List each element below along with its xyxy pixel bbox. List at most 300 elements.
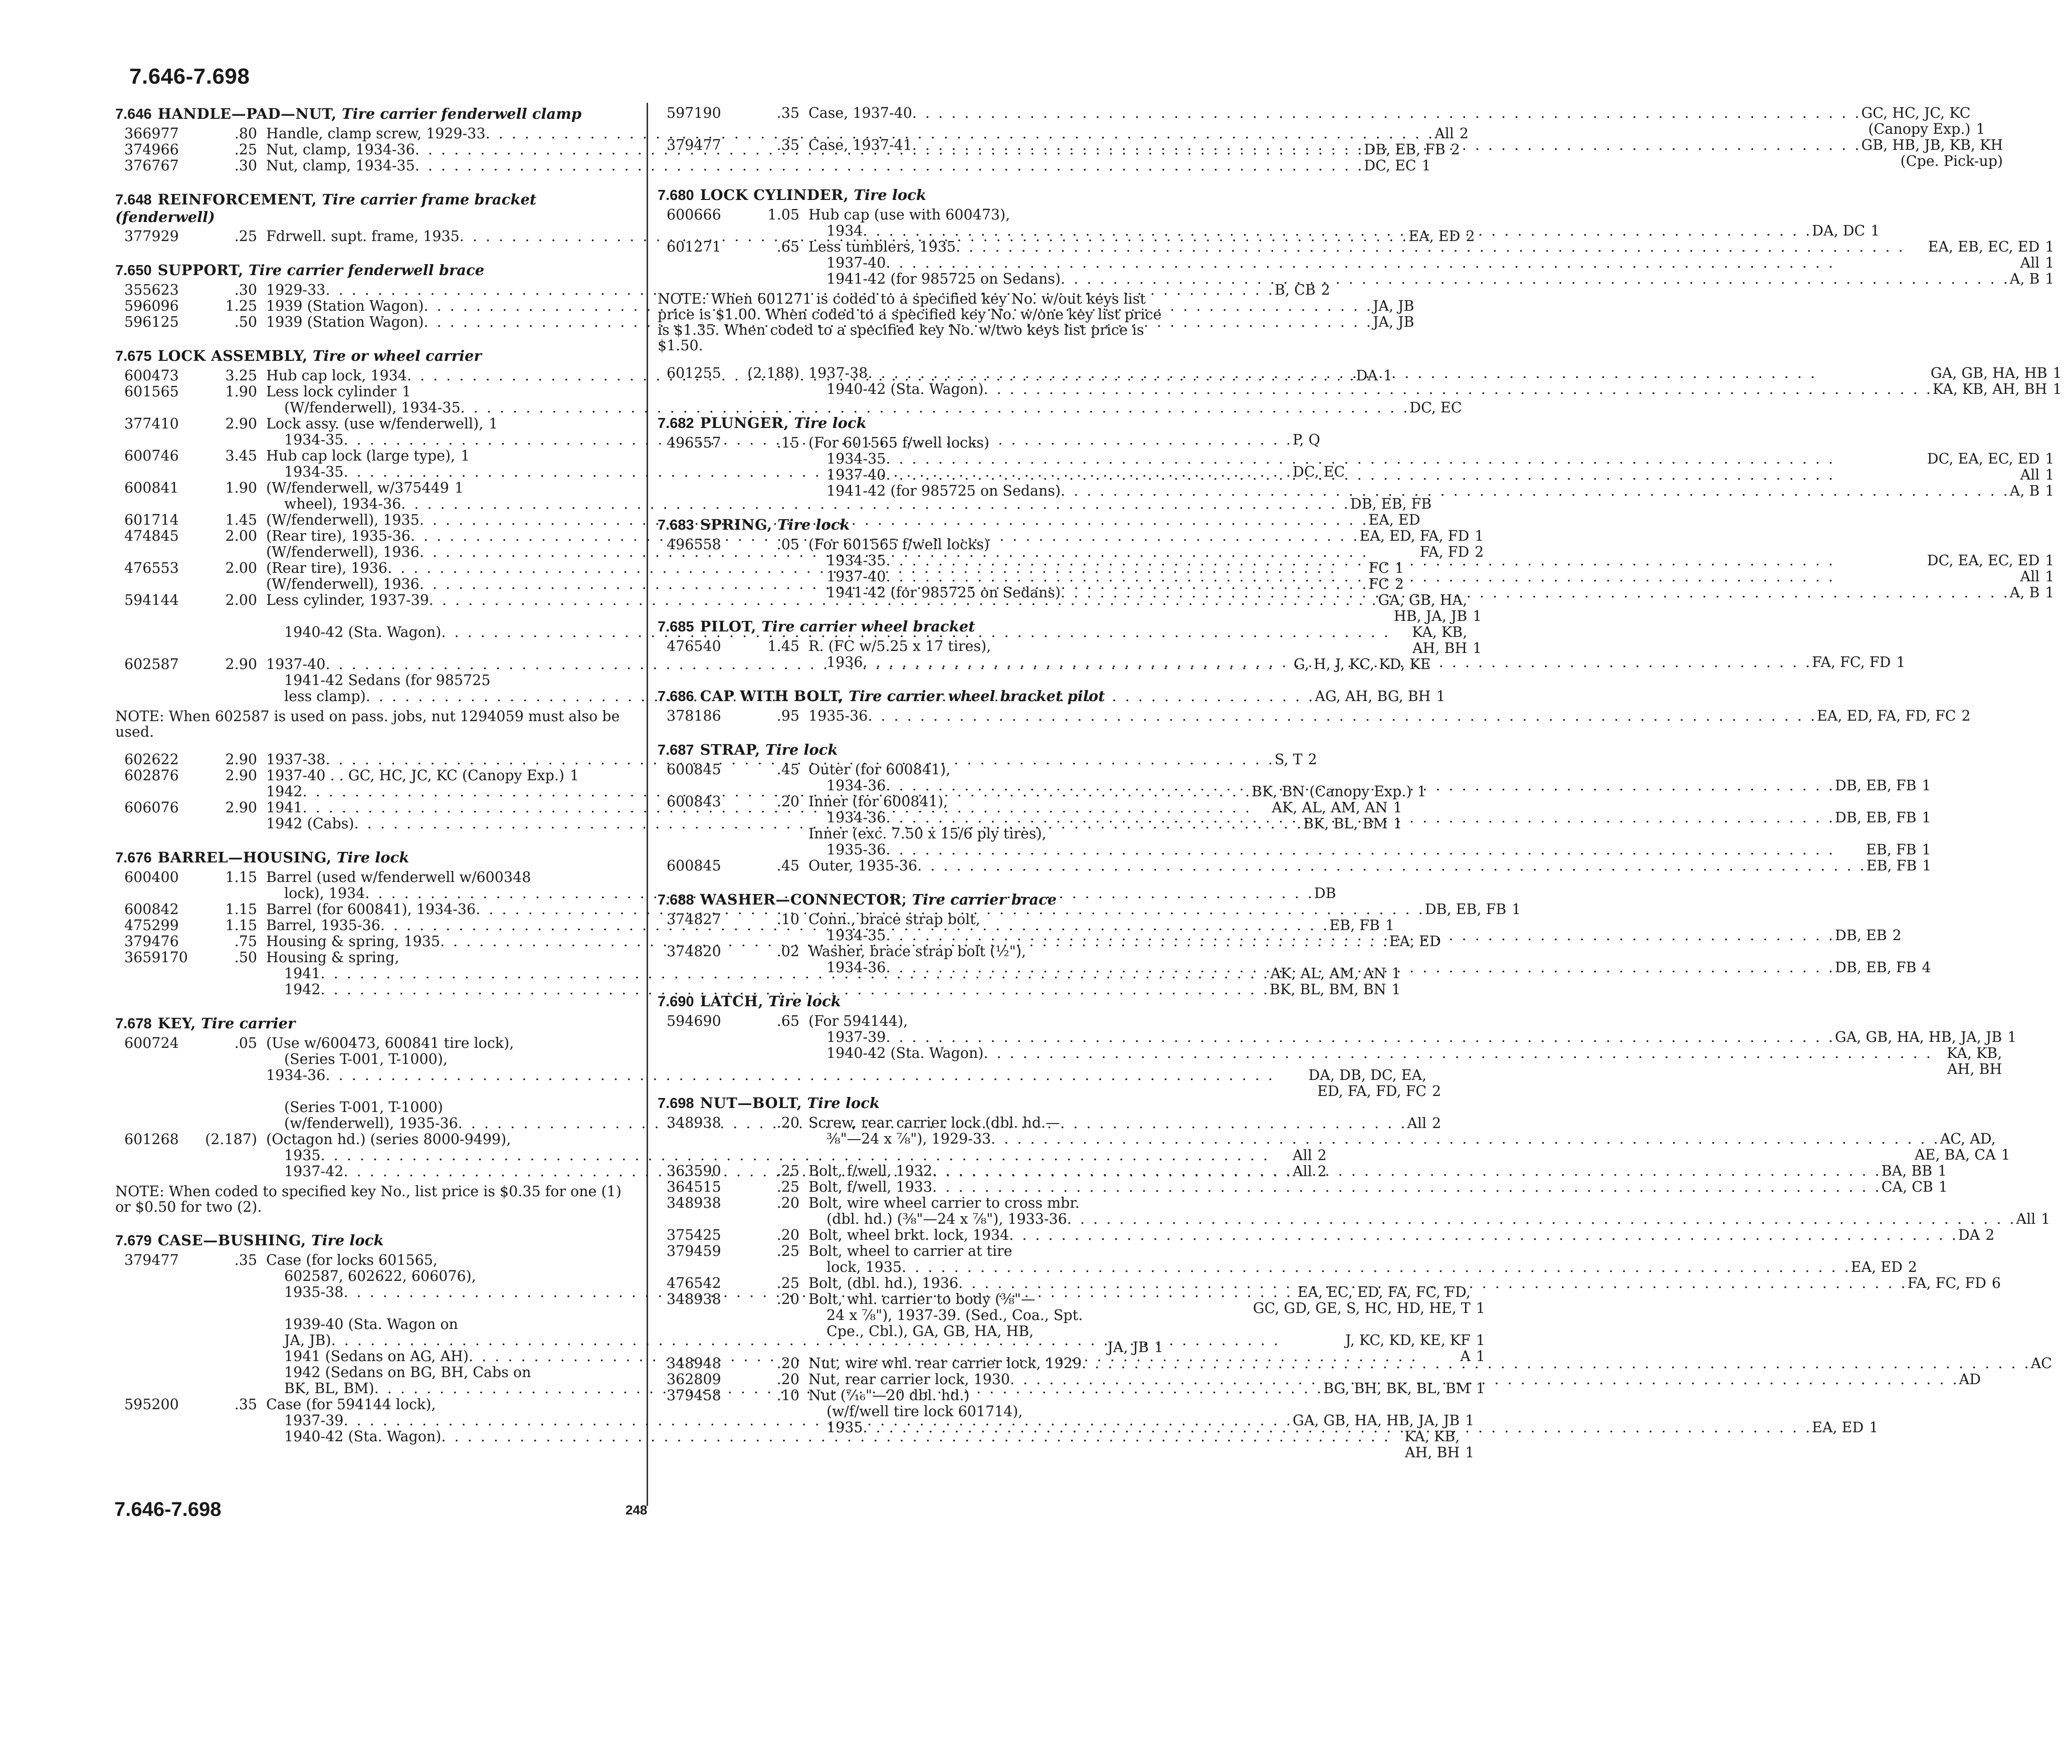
- line-text: 24 x ⅞"), 1937-39. (Sed., Coa., Spt.: [826, 1307, 1083, 1324]
- list-price: 2.90: [225, 799, 257, 816]
- line-text: Housing & spring, 1935: [266, 933, 441, 950]
- description-line: [808, 121, 1991, 137]
- list-price: 2.90: [225, 656, 257, 673]
- line-text: 1941: [266, 799, 303, 816]
- model-codes: All: [1434, 125, 1454, 142]
- parts-entry: [658, 1291, 1169, 1356]
- model-codes: GA, GB, HA, HB, JA, JB: [1835, 1029, 2002, 1045]
- description-line: [808, 1029, 2022, 1045]
- line-text: 1934-36: [826, 959, 886, 976]
- parts-entry: [658, 1179, 1948, 1195]
- line-quantity: 2: [1432, 1083, 1441, 1099]
- section-code: 7.683: [658, 517, 694, 533]
- line-text: Hub cap lock (large type),: [266, 448, 456, 464]
- line-text: 1934-35: [826, 552, 886, 569]
- line-text: 1939-40 (Sta. Wagon on: [284, 1316, 458, 1333]
- line-quantity: 1: [1465, 1412, 1475, 1429]
- parts-entry: [115, 298, 1414, 314]
- line-text: 1940-42 (Sta. Wagon): [284, 1428, 442, 1445]
- description: [808, 708, 1976, 724]
- line-quantity: [991, 638, 1011, 654]
- line-text: Inner (for 600841),: [808, 793, 948, 810]
- section-name: SUPPORT,: [157, 262, 244, 279]
- part-number: 355623: [124, 282, 179, 298]
- line-text: 1934: [826, 223, 863, 239]
- section-subtitle: Tire carrier brace: [912, 891, 1057, 908]
- description: [808, 1227, 2000, 1243]
- line-text: 1934-35: [284, 464, 344, 480]
- line-text: 1934-35: [284, 431, 344, 448]
- line-text: 1934-36: [826, 777, 886, 794]
- parts-entry: [115, 314, 1414, 330]
- description-line: [808, 1243, 1923, 1259]
- model-codes: AD: [1959, 1371, 1981, 1388]
- model-codes: JA, JB: [1373, 298, 1414, 314]
- model-codes: HB, JA, JB: [1393, 608, 1468, 624]
- model-codes: FA, FC, FD: [1907, 1275, 1986, 1291]
- line-quantity: 1: [1476, 1332, 1485, 1349]
- description-line: [808, 271, 2059, 287]
- model-codes: A: [1460, 1348, 1471, 1365]
- description: [808, 1275, 2006, 1291]
- line-text: (Rear tire), 1935-36: [266, 528, 410, 544]
- line-text: (Series T-001, T-1000): [284, 1099, 443, 1116]
- section-subtitle: Tire lock: [765, 741, 838, 758]
- line-quantity: 1: [1922, 857, 1932, 874]
- dot-leader: [932, 1163, 1882, 1179]
- line-quantity: 1: [2045, 568, 2054, 585]
- model-codes: DC, EC: [1409, 399, 1462, 416]
- model-codes: All: [2016, 1211, 2036, 1227]
- line-text: (dbl. hd.) (⅜"—24 x ⅞"), 1933-36: [826, 1211, 1067, 1227]
- description-line: [808, 569, 2059, 585]
- part-number: 379459: [667, 1243, 721, 1259]
- model-codes: AK, AL, AM, AN: [1270, 965, 1386, 982]
- dot-leader: [863, 654, 1812, 671]
- line-quantity: 1: [1476, 1348, 1485, 1365]
- section-heading: [658, 414, 1169, 432]
- part-number: 600473: [124, 367, 179, 384]
- section-code: 7.678: [115, 1016, 152, 1032]
- line-text: (For 601565 f/well locks): [808, 434, 989, 451]
- part-number: 348938: [667, 1115, 721, 1131]
- model-codes: GA, GB, HA,: [1378, 592, 1468, 608]
- line-quantity: 1: [2045, 552, 2054, 569]
- line-quantity: 1: [1393, 799, 1402, 816]
- description-line: [808, 1356, 2072, 1372]
- model-codes: DB, EB: [1835, 927, 1887, 944]
- line-quantity: [436, 1397, 456, 1413]
- part-number: 379476: [124, 933, 179, 950]
- line-quantity: 1: [1922, 841, 1931, 858]
- line-text: 1934-35: [826, 451, 886, 467]
- list-price: .20: [776, 1115, 799, 1131]
- dot-leader: [991, 1131, 1940, 1147]
- line-text: Case (for 594144 lock),: [266, 1396, 436, 1413]
- description-line: [808, 1115, 2016, 1131]
- dot-leader: [886, 553, 1927, 569]
- description-line: [808, 1179, 1953, 1195]
- line-text: 602587, 602622, 606076),: [284, 1268, 476, 1284]
- description-line: [808, 207, 1885, 223]
- part-number: 348938: [667, 1195, 721, 1211]
- line-quantity: 1: [1871, 223, 1880, 239]
- section-subtitle: Tire carrier wheel bracket pilot: [849, 688, 1105, 705]
- line-quantity: [1022, 1404, 1043, 1420]
- dot-leader: [983, 1045, 1947, 1061]
- model-codes: (Cpe. Pick-up): [1900, 153, 2003, 169]
- description-line: [808, 1259, 1923, 1275]
- model-codes: FC: [1368, 560, 1389, 576]
- dot-leader: [983, 381, 1933, 397]
- list-price: 1.15: [225, 917, 257, 934]
- part-number: 348948: [667, 1355, 721, 1372]
- dot-leader: [886, 467, 2020, 483]
- dot-leader: [912, 105, 1861, 121]
- part-number: 366977: [124, 125, 179, 142]
- line-text: 1937-39: [284, 1412, 344, 1429]
- model-codes: AG, AH, BG, BH: [1315, 688, 1431, 705]
- line-text: Bolt, wire wheel carrier to cross mbr.: [808, 1195, 1080, 1211]
- line-text: less clamp): [284, 688, 366, 705]
- part-number: 3659170: [124, 949, 188, 966]
- line-text: 1942: [284, 981, 321, 998]
- model-codes: EA, ED: [1850, 1259, 1903, 1275]
- model-codes: AC, AD,: [1940, 1131, 1996, 1147]
- list-price: 2.90: [225, 767, 257, 784]
- section-heading: [658, 1094, 1169, 1112]
- description: [808, 912, 1907, 944]
- description-line: [808, 451, 2059, 467]
- section-subtitle: Tire carrier wheel bracket: [761, 618, 975, 635]
- list-price: .35: [234, 1252, 257, 1268]
- line-quantity: 1: [1383, 367, 1393, 384]
- part-number: 600841: [124, 480, 179, 496]
- line-quantity: 2: [1308, 751, 1317, 768]
- section-heading: [115, 347, 637, 365]
- dot-leader: [912, 137, 1861, 153]
- line-quantity: [458, 1316, 478, 1333]
- line-text: JA, JB): [284, 1332, 331, 1349]
- section-subtitle: Tire carrier fenderwell clamp: [341, 105, 582, 122]
- line-quantity: 2: [1985, 1227, 1995, 1243]
- line-text: Nut, wire whl. rear carrier lock, 1929: [808, 1355, 1082, 1372]
- dot-leader: [1009, 1227, 1958, 1243]
- model-codes: DC, EA, EC, ED: [1927, 451, 2040, 467]
- list-price: .10: [776, 911, 799, 928]
- line-text: 1937-40: [826, 255, 886, 271]
- model-codes: DC, EA, EC, ED: [1927, 552, 2040, 569]
- list-price: .65: [776, 1013, 799, 1029]
- description: [808, 1195, 2055, 1227]
- line-quantity: 1: [1393, 815, 1402, 832]
- line-quantity: [1336, 886, 1356, 902]
- line-text: Bolt, wheel brkt. lock, 1934: [808, 1227, 1009, 1243]
- line-quantity: [2003, 153, 2023, 169]
- section-name: KEY,: [157, 1015, 196, 1032]
- dot-leader: [868, 365, 1930, 381]
- line-quantity: 1: [1465, 1444, 1475, 1461]
- line-text: 1941 (Sedans on AG, AH): [284, 1348, 469, 1365]
- dot-leader: [902, 1259, 1851, 1275]
- dot-leader: [886, 960, 1835, 976]
- list-price: .20: [776, 1195, 799, 1211]
- description-line: [808, 365, 2067, 381]
- line-quantity: [1414, 298, 1434, 314]
- line-quantity: 2: [1459, 125, 1469, 142]
- description-line: [808, 137, 2023, 153]
- line-text: 1936: [826, 654, 863, 671]
- model-codes: All: [2020, 467, 2040, 483]
- line-text: Nut, rear carrier lock, 1930: [808, 1371, 1010, 1388]
- line-text: Bolt, (dbl. hd.), 1936: [808, 1275, 959, 1291]
- line-quantity: 1: [461, 448, 470, 464]
- description-line: [808, 105, 1991, 121]
- part-number: 476542: [667, 1275, 721, 1291]
- description-line: [808, 381, 2067, 397]
- line-quantity: [1981, 1372, 2001, 1388]
- line-text: 1941-42 (for 985725 on Sedans): [826, 584, 1061, 601]
- section-subtitle: Tire lock: [777, 516, 850, 533]
- section-subtitle: Tire carrier fenderwell brace: [248, 262, 485, 279]
- line-quantity: 1: [1476, 1380, 1485, 1397]
- description-line: [808, 826, 1937, 842]
- section-code: 7.690: [658, 994, 694, 1010]
- line-quantity: 2: [1892, 927, 1902, 944]
- line-text: Lock assy. (use w/fenderwell),: [266, 415, 484, 432]
- list-price: .35: [776, 105, 799, 121]
- line-quantity: [980, 912, 1000, 928]
- line-quantity: 4: [1922, 959, 1931, 976]
- description-line: [808, 1147, 2016, 1163]
- model-codes: DC, EC: [1364, 157, 1416, 174]
- section-code: 7.688: [658, 892, 694, 908]
- dot-leader: [917, 858, 1867, 874]
- section-heading: [115, 105, 637, 123]
- model-codes: S, T: [1275, 751, 1303, 768]
- line-quantity: 1: [2045, 467, 2054, 483]
- list-price: .50: [234, 949, 257, 966]
- section-subtitle: Tire lock: [768, 993, 841, 1010]
- model-codes: GA, GB, HA, HB, JA, JB: [1293, 1412, 1460, 1429]
- section-code: 7.686: [658, 689, 694, 705]
- part-number: 602622: [124, 751, 179, 768]
- model-codes: DB, EB, FB: [1350, 496, 1432, 512]
- list-price: .20: [776, 1371, 799, 1388]
- list-price: .45: [776, 761, 799, 778]
- model-codes: FA, FC, FD: [1812, 654, 1891, 671]
- line-quantity: [1996, 1131, 2016, 1147]
- dot-leader: [1061, 483, 2010, 499]
- line-text: lock), 1934: [284, 885, 365, 902]
- section-code: 7.675: [115, 348, 152, 364]
- description-line: [808, 223, 1885, 239]
- description: [808, 794, 1937, 858]
- model-codes: AC: [2030, 1355, 2052, 1372]
- model-codes: KA, KB,: [1404, 1428, 1460, 1445]
- description-line: [808, 1227, 2000, 1243]
- part-number: 601268: [124, 1131, 179, 1148]
- line-quantity: 1: [1512, 901, 1521, 918]
- line-quantity: 1: [1421, 157, 1431, 174]
- line-quantity: 1: [2045, 255, 2054, 271]
- model-codes: All: [2020, 255, 2040, 271]
- model-codes: J, KC, KD, KE, KF: [1345, 1332, 1471, 1349]
- dot-leader: [956, 239, 1928, 255]
- line-quantity: 1: [2001, 1147, 2010, 1163]
- line-text: 1934-36: [266, 1067, 326, 1083]
- dot-leader: [886, 451, 1927, 467]
- description-line: [808, 810, 1937, 826]
- line-text: Barrel (for 600841), 1934-36: [266, 901, 476, 918]
- line-text: 1937-40 . . GC, HC, JC, KC (Canopy Exp.): [266, 767, 565, 784]
- line-quantity: 1: [1394, 560, 1404, 576]
- line-quantity: [490, 673, 510, 689]
- list-price: .30: [234, 157, 257, 174]
- parts-entry: [115, 125, 1469, 142]
- list-price: 2.00: [225, 560, 257, 576]
- line-text: 1941: [284, 965, 321, 982]
- model-codes: All: [1293, 1147, 1312, 1164]
- model-codes: A, B: [2009, 584, 2040, 601]
- model-codes: DA, DB, DC, EA,: [1308, 1067, 1427, 1083]
- line-text: Bolt, f/well, 1932: [808, 1163, 933, 1179]
- line-text: 1939 (Station Wagon): [266, 314, 424, 330]
- line-quantity: [531, 1365, 551, 1381]
- line-text: Nut (⁷⁄₁₆"—20 dbl. hd.): [808, 1387, 970, 1404]
- model-codes: JA, JB: [1107, 1339, 1149, 1356]
- description-line: [808, 553, 2059, 569]
- line-text: 1937-39: [826, 1029, 886, 1045]
- parts-entry: [115, 901, 1521, 918]
- model-codes: DA, DC: [1812, 223, 1866, 239]
- description: [808, 944, 1937, 976]
- line-quantity: 2: [1475, 544, 1484, 560]
- line-quantity: 2: [1908, 1259, 1917, 1275]
- line-quantity: 1: [1976, 121, 1985, 137]
- model-codes: EA, ED: [1389, 933, 1441, 950]
- line-text: (W/fenderwell), 1936: [266, 576, 420, 592]
- section-name: CAP WITH BOLT,: [700, 688, 844, 705]
- model-codes: EB, FB: [1866, 841, 1917, 858]
- description: [808, 1291, 1169, 1356]
- part-number: 474845: [124, 528, 179, 544]
- line-text: lock, 1935: [826, 1259, 902, 1275]
- line-text: Screw, rear carrier lock (dbl. hd.—: [808, 1115, 1060, 1131]
- line-quantity: [989, 435, 1009, 451]
- line-quantity: 1: [1869, 1419, 1879, 1436]
- part-number: 363590: [667, 1163, 721, 1179]
- model-codes: KA, KB,: [1947, 1045, 2002, 1061]
- line-quantity: [1414, 314, 1434, 330]
- line-quantity: [950, 762, 970, 778]
- line-quantity: 1: [1938, 1163, 1947, 1179]
- description-line: [808, 1131, 2016, 1147]
- part-number: 600843: [667, 793, 721, 810]
- model-codes: DB, EB, FB: [1424, 901, 1507, 918]
- line-quantity: [1047, 826, 1067, 842]
- line-quantity: 2: [1394, 576, 1404, 592]
- description-line: [808, 1340, 1169, 1356]
- line-quantity: [511, 1132, 531, 1148]
- section-heading: [658, 741, 1169, 759]
- line-text: 1941-42 (for 985725 on Sedans): [826, 271, 1061, 287]
- line-quantity: 1: [1391, 965, 1401, 982]
- line-text: 1935: [284, 1147, 321, 1164]
- section-code: 7.646: [115, 106, 152, 122]
- list-price: .65: [776, 239, 799, 255]
- line-quantity: 2: [1961, 708, 1971, 724]
- description-line: [808, 1420, 1884, 1436]
- section-name: BARREL—HOUSING,: [157, 849, 332, 866]
- list-price: (2.187): [205, 1131, 257, 1148]
- model-codes: AE, BA, CA: [1915, 1147, 1996, 1163]
- description: [808, 105, 1991, 137]
- dot-leader: [1061, 585, 2010, 601]
- line-text: R. (FC w/5.25 x 17 tires),: [808, 638, 991, 654]
- list-price: 2.00: [225, 528, 257, 544]
- part-number: 600724: [124, 1035, 179, 1051]
- part-number: 600842: [124, 901, 179, 918]
- line-text: (Rear tire), 1936: [266, 560, 387, 576]
- line-text: (For 601565 f/well locks): [808, 536, 989, 553]
- description: [808, 435, 2059, 499]
- section-heading: [115, 262, 637, 279]
- line-quantity: [476, 1268, 496, 1284]
- line-text: Nut, clamp, 1934-35: [266, 157, 415, 174]
- section-name: HANDLE—PAD—NUT,: [157, 105, 337, 122]
- line-text: (Use w/600473, 600841 tire lock),: [266, 1035, 514, 1051]
- line-text: BK, BL, BM): [284, 1380, 374, 1397]
- list-price: 1.90: [225, 480, 257, 496]
- line-text: (w/fenderwell), 1935-36: [284, 1115, 458, 1132]
- model-codes: AH, BH: [1412, 640, 1468, 656]
- section-subtitle: Tire or wheel carrier: [312, 347, 482, 364]
- parts-entry: [115, 282, 1330, 298]
- model-codes: EA, ED, FA, FD: [1359, 528, 1470, 544]
- part-number: 379477: [667, 137, 721, 153]
- dot-leader: [958, 1275, 1908, 1291]
- dot-leader: [886, 928, 1835, 944]
- line-quantity: 1: [569, 767, 579, 784]
- line-quantity: 1: [1476, 1300, 1485, 1316]
- section-heading: [658, 618, 1169, 635]
- line-quantity: 1: [454, 480, 464, 496]
- model-codes: GC, GD, GE, S, HC, HD, HE, T: [1253, 1300, 1471, 1316]
- line-quantity: [908, 1013, 928, 1029]
- section-code: 7.676: [115, 850, 152, 866]
- description: [808, 762, 1937, 794]
- model-codes: G, H, J, KC, KD, KE: [1294, 656, 1431, 673]
- line-quantity: [448, 1051, 468, 1067]
- line-text: 1940-42 (Sta. Wagon): [826, 1045, 984, 1061]
- line-quantity: 1: [2045, 584, 2054, 601]
- section-subtitle: Tire lock: [336, 849, 409, 866]
- section-subtitle: Tire carrier: [201, 1015, 296, 1032]
- list-price: .25: [234, 228, 257, 245]
- line-text: 1942 (Cabs): [266, 815, 354, 832]
- list-price: 1.15: [225, 901, 257, 918]
- line-quantity: [2002, 1061, 2022, 1077]
- description: [808, 1388, 1884, 1436]
- description-line: [808, 858, 1937, 874]
- model-codes: A, B: [2009, 483, 2040, 499]
- model-codes: DA: [1958, 1227, 1980, 1243]
- line-text: 1937-40: [826, 467, 886, 483]
- section-note: NOTE: When 601271 is coded to a specified key No. w/out keys list price is $1.00. When coded to a specified key No. w/one key list price is $1.35. When coded to a specified key No. w/two keys list price is $1.50.: [658, 291, 1162, 354]
- part-number: 600845: [667, 761, 721, 778]
- section-name: LOCK ASSEMBLY,: [157, 347, 308, 364]
